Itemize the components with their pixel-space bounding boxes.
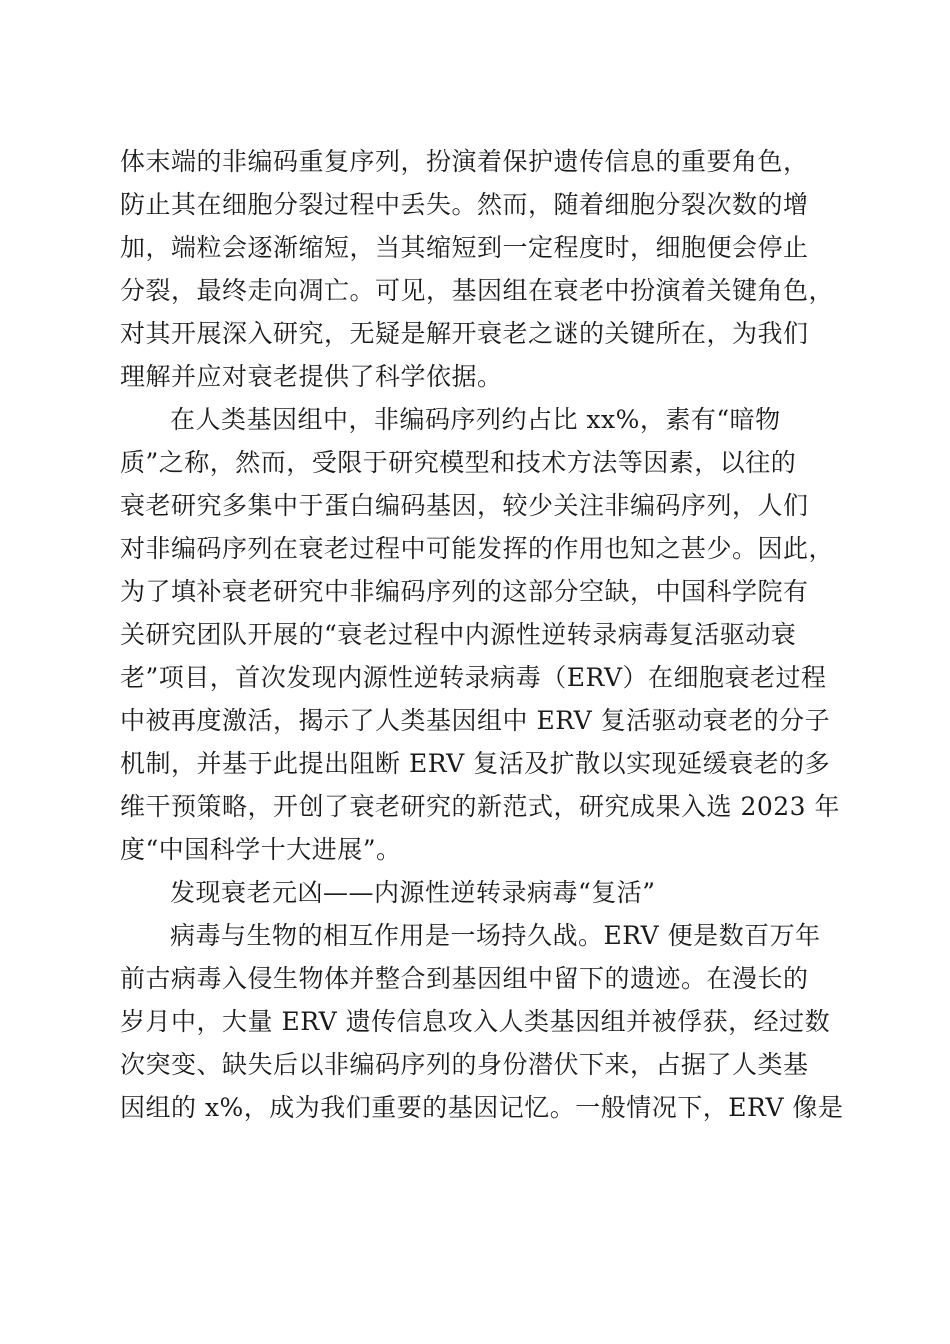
text-line: 因组的 x%，成为我们重要的基因记忆。一般情况下，ERV 像是 [120,1093,844,1122]
text-line: 加，端粒会逐渐缩短，当其缩短到一定程度时，细胞便会停止 [120,233,809,262]
text-line: 度“中国科学十大进展”。 [120,835,402,864]
text-line: 为了填补衰老研究中非编码序列的这部分空缺，中国科学院有 [120,577,809,606]
text-line: 次突变、缺失后以非编码序列的身份潜伏下来，占据了人类基 [120,1050,809,1079]
text-line: 质”之称，然而，受限于研究模型和技术方法等因素，以往的 [120,448,797,477]
text-line: 防止其在细胞分裂过程中丢失。然而，随着细胞分裂次数的增 [120,190,809,219]
text-line: 体末端的非编码重复序列，扮演着保护遗传信息的重要角色， [120,147,809,176]
text-line: 在人类基因组中，非编码序列约占比 xx%，素有“暗物 [170,405,781,434]
text-line: 机制，并基于此提出阻断 ERV 复活及扩散以实现延缓衰老的多 [120,749,831,778]
text-line: 分裂，最终走向凋亡。可见，基因组在衰老中扮演着关键角色， [120,276,835,305]
text-line: 前古病毒入侵生物体并整合到基因组中留下的遗迹。在漫长的 [120,964,809,993]
text-line: 对其开展深入研究，无疑是解开衰老之谜的关键所在，为我们 [120,319,809,348]
text-line: 发现衰老元凶——内源性逆转录病毒“复活” [170,878,656,907]
text-line: 岁月中，大量 ERV 遗传信息攻入人类基因组并被俘获，经过数 [120,1007,831,1036]
text-line: 老”项目，首次发现内源性逆转录病毒（ERV）在细胞衰老过程 [120,663,827,692]
text-line: 病毒与生物的相互作用是一场持久战。ERV 便是数百万年 [170,921,821,950]
text-line: 维干预策略，开创了衰老研究的新范式，研究成果入选 2023 年 [120,792,841,821]
text-line: 对非编码序列在衰老过程中可能发挥的作用也知之甚少。因此， [120,534,835,563]
text-line: 中被再度激活，揭示了人类基因组中 ERV 复活驱动衰老的分子 [120,706,831,735]
text-line: 理解并应对衰老提供了科学依据。 [120,362,503,391]
text-line: 衰老研究多集中于蛋白编码基因，较少关注非编码序列，人们 [120,491,809,520]
body-text [120,140,844,1129]
text-line: 关研究团队开展的“衰老过程中内源性逆转录病毒复活驱动衰 [120,620,797,649]
